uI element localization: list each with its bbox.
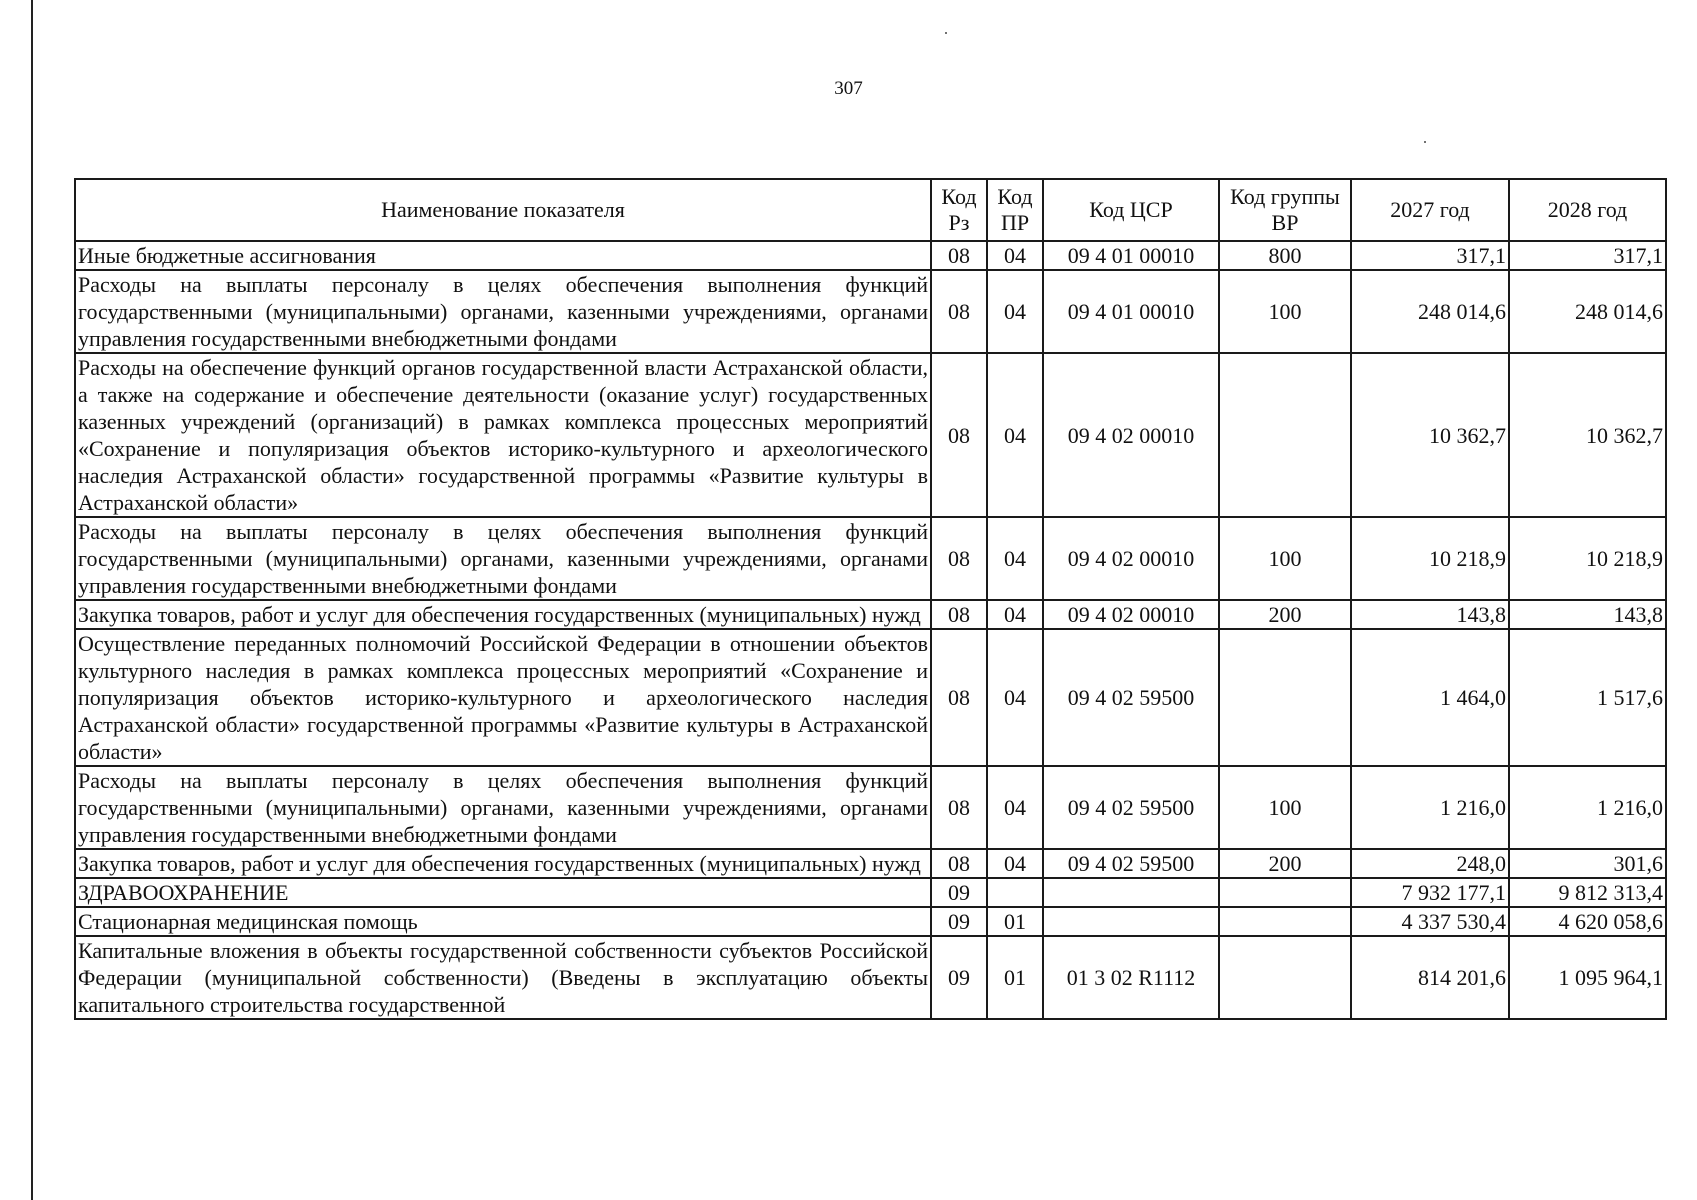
row-pr: 01 — [987, 936, 1043, 1019]
row-2027: 4 337 530,4 — [1351, 907, 1509, 936]
row-rz: 09 — [931, 936, 987, 1019]
row-vr — [1219, 907, 1351, 936]
row-name: ЗДРАВООХРАНЕНИЕ — [75, 878, 931, 907]
table-header-row — [75, 179, 1666, 241]
row-vr: 200 — [1219, 600, 1351, 629]
row-csr: 09 4 01 00010 — [1043, 241, 1219, 270]
table-row — [75, 907, 1666, 936]
row-2027: 7 932 177,1 — [1351, 878, 1509, 907]
row-pr — [987, 878, 1043, 907]
row-2027: 1 464,0 — [1351, 629, 1509, 766]
row-pr: 01 — [987, 907, 1043, 936]
table-row — [75, 517, 1666, 600]
row-2027: 10 218,9 — [1351, 517, 1509, 600]
page-number: 307 — [834, 78, 863, 99]
row-csr: 09 4 02 59500 — [1043, 629, 1219, 766]
row-rz: 09 — [931, 907, 987, 936]
table-row — [75, 936, 1666, 1019]
table-row — [75, 766, 1666, 849]
row-vr — [1219, 936, 1351, 1019]
header-2027: 2027 год — [1351, 179, 1509, 241]
row-csr: 09 4 02 00010 — [1043, 600, 1219, 629]
row-2028: 1 517,6 — [1509, 629, 1666, 766]
row-pr: 04 — [987, 766, 1043, 849]
header-rz: Код Рз — [931, 179, 987, 241]
row-2027: 10 362,7 — [1351, 353, 1509, 517]
row-vr: 800 — [1219, 241, 1351, 270]
row-csr — [1043, 907, 1219, 936]
row-name: Расходы на обеспечение функций органов государственной власти Астраханской области, а также на содержание и обеспечение деятельности (оказание услуг) государственных казенных учреждений (организаций) в рамках комплекса процессных мероприятий «Сохранение и популяризация объектов историко-культурного и археологического наследия Астраханской области» государственной программы «Развитие культуры в Астраханской области» — [75, 353, 931, 517]
table-row — [75, 270, 1666, 353]
row-csr: 09 4 02 59500 — [1043, 849, 1219, 878]
row-2027: 814 201,6 — [1351, 936, 1509, 1019]
table-row — [75, 241, 1666, 270]
row-name: Расходы на выплаты персоналу в целях обеспечения выполнения функций государственными (муниципальными) органами, казенными учреждениями, органами управления государственными внебюджетными фондами — [75, 270, 931, 353]
row-rz: 08 — [931, 270, 987, 353]
row-name: Капитальные вложения в объекты государственной собственности субъектов Российской Федерации (муниципальной собственности) (Введены в эксплуатацию объекты капитального строительства государственной — [75, 936, 931, 1019]
row-pr: 04 — [987, 270, 1043, 353]
row-rz: 08 — [931, 600, 987, 629]
row-2028: 1 095 964,1 — [1509, 936, 1666, 1019]
row-2028: 248 014,6 — [1509, 270, 1666, 353]
row-2027: 1 216,0 — [1351, 766, 1509, 849]
row-rz: 08 — [931, 766, 987, 849]
row-name: Иные бюджетные ассигнования — [75, 241, 931, 270]
row-name: Закупка товаров, работ и услуг для обеспечения государственных (муниципальных) нужд — [75, 600, 931, 629]
row-vr: 100 — [1219, 517, 1351, 600]
row-csr: 09 4 02 00010 — [1043, 517, 1219, 600]
row-2028: 4 620 058,6 — [1509, 907, 1666, 936]
row-2027: 248,0 — [1351, 849, 1509, 878]
row-rz: 08 — [931, 629, 987, 766]
row-rz: 08 — [931, 353, 987, 517]
row-pr: 04 — [987, 241, 1043, 270]
header-vr: Код группы ВР — [1219, 179, 1351, 241]
row-rz: 08 — [931, 849, 987, 878]
row-name: Расходы на выплаты персоналу в целях обеспечения выполнения функций государственными (муниципальными) органами, казенными учреждениями, органами управления государственными внебюджетными фондами — [75, 517, 931, 600]
row-vr — [1219, 878, 1351, 907]
row-rz: 08 — [931, 241, 987, 270]
header-2028: 2028 год — [1509, 179, 1666, 241]
row-vr: 100 — [1219, 766, 1351, 849]
row-csr — [1043, 878, 1219, 907]
row-pr: 04 — [987, 849, 1043, 878]
row-2027: 143,8 — [1351, 600, 1509, 629]
row-name: Стационарная медицинская помощь — [75, 907, 931, 936]
header-csr: Код ЦСР — [1043, 179, 1219, 241]
row-rz: 08 — [931, 517, 987, 600]
row-vr: 100 — [1219, 270, 1351, 353]
row-csr: 09 4 02 00010 — [1043, 353, 1219, 517]
row-2028: 9 812 313,4 — [1509, 878, 1666, 907]
row-csr: 09 4 01 00010 — [1043, 270, 1219, 353]
scan-speck — [1424, 141, 1426, 143]
row-2028: 317,1 — [1509, 241, 1666, 270]
table-row — [75, 353, 1666, 517]
header-pr: Код ПР — [987, 179, 1043, 241]
row-2028: 143,8 — [1509, 600, 1666, 629]
row-2027: 248 014,6 — [1351, 270, 1509, 353]
row-2028: 10 362,7 — [1509, 353, 1666, 517]
row-2027: 317,1 — [1351, 241, 1509, 270]
row-rz: 09 — [931, 878, 987, 907]
table-row — [75, 878, 1666, 907]
row-pr: 04 — [987, 353, 1043, 517]
table-row — [75, 849, 1666, 878]
row-vr: 200 — [1219, 849, 1351, 878]
row-2028: 301,6 — [1509, 849, 1666, 878]
row-pr: 04 — [987, 629, 1043, 766]
table-row — [75, 629, 1666, 766]
scan-speck — [945, 32, 947, 34]
budget-table — [74, 178, 1667, 1020]
row-pr: 04 — [987, 600, 1043, 629]
row-2028: 10 218,9 — [1509, 517, 1666, 600]
row-csr: 01 3 02 R1112 — [1043, 936, 1219, 1019]
header-name: Наименование показателя — [75, 179, 931, 241]
row-name: Осуществление переданных полномочий Российской Федерации в отношении объектов культурного наследия в рамках комплекса процессных мероприятий «Сохранение и популяризация объектов историко-культурного и археологического наследия Астраханской области» государственной программы «Развитие культуры в Астраханской области» — [75, 629, 931, 766]
left-margin-rule — [31, 0, 33, 1200]
row-csr: 09 4 02 59500 — [1043, 766, 1219, 849]
row-vr — [1219, 629, 1351, 766]
row-pr: 04 — [987, 517, 1043, 600]
row-2028: 1 216,0 — [1509, 766, 1666, 849]
row-name: Расходы на выплаты персоналу в целях обеспечения выполнения функций государственными (муниципальными) органами, казенными учреждениями, органами управления государственными внебюджетными фондами — [75, 766, 931, 849]
row-name: Закупка товаров, работ и услуг для обеспечения государственных (муниципальных) нужд — [75, 849, 931, 878]
table-row — [75, 600, 1666, 629]
row-vr — [1219, 353, 1351, 517]
